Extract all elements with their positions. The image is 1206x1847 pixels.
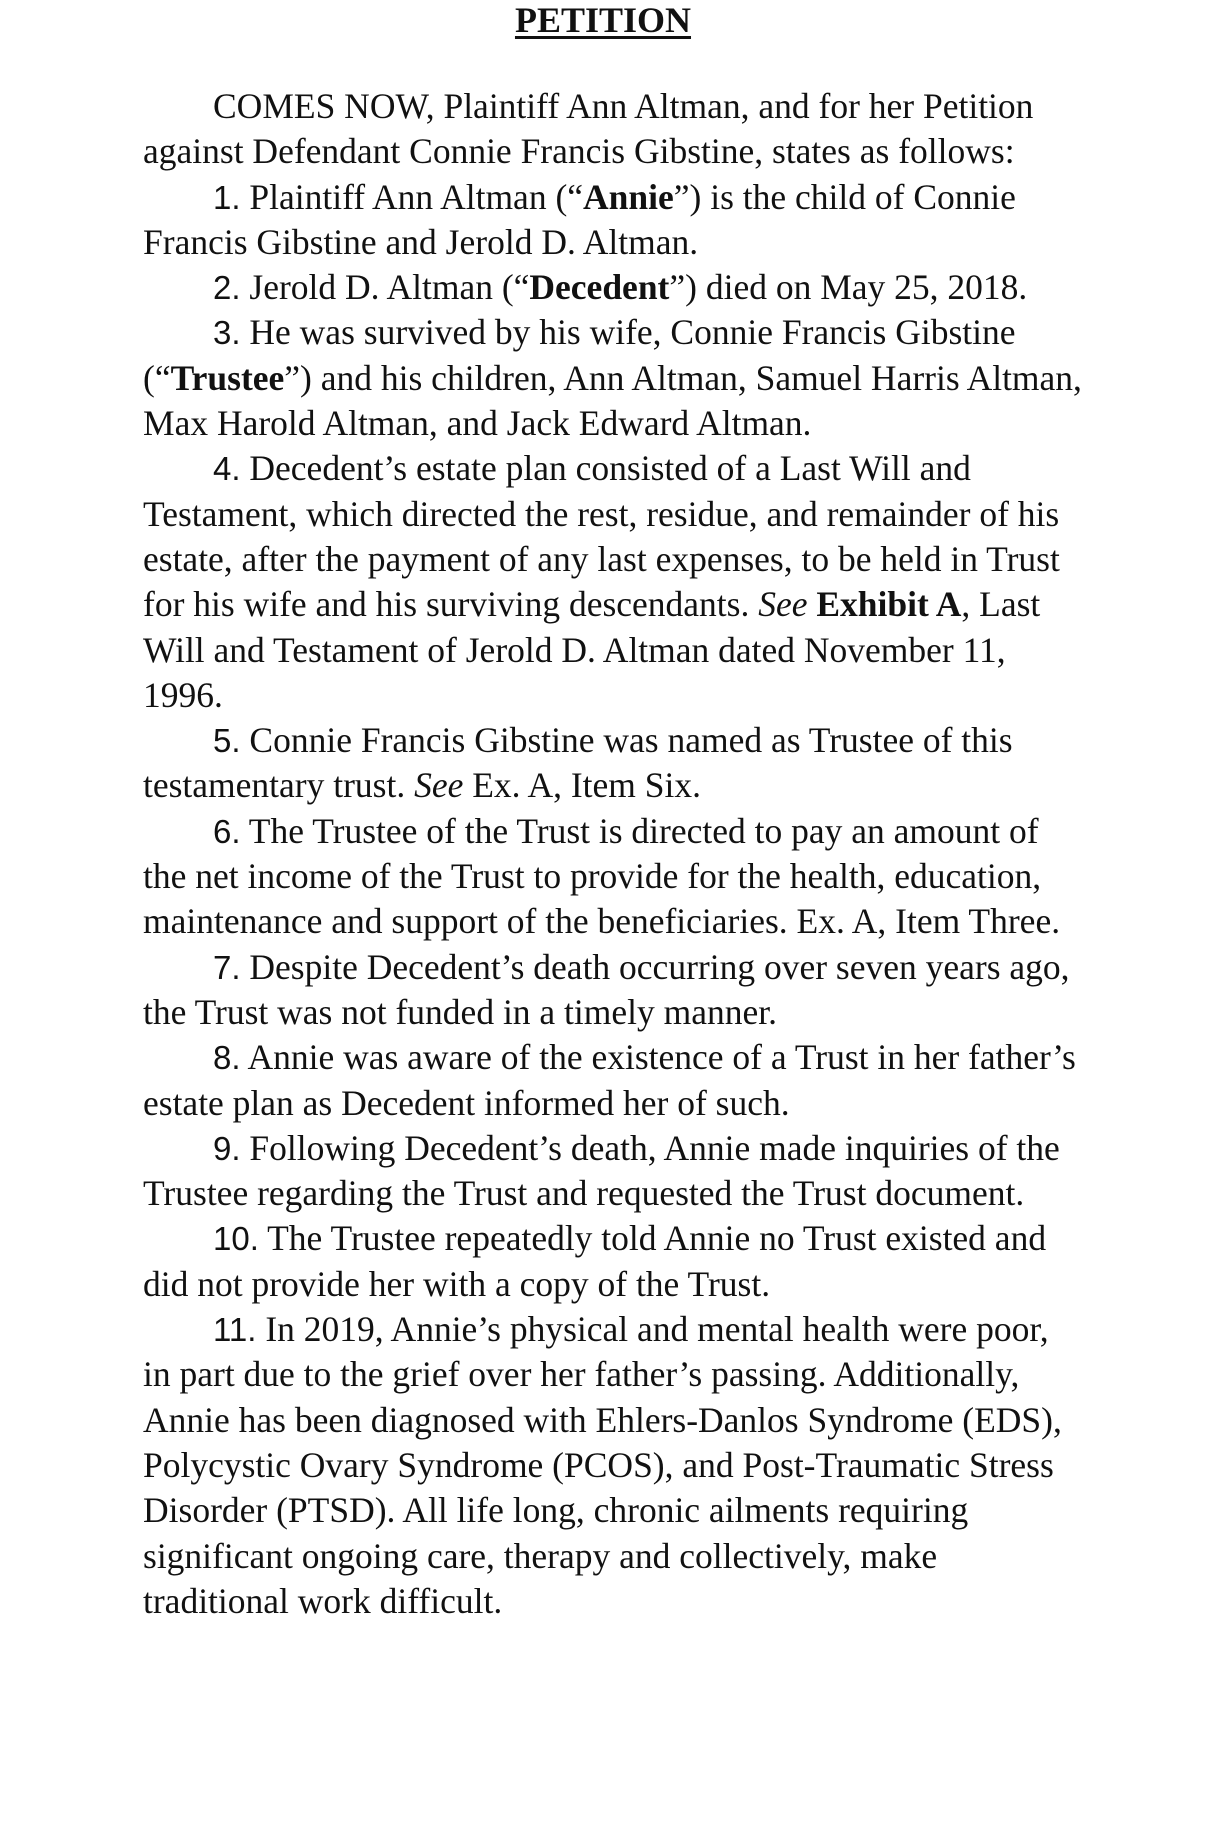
citation-signal: See bbox=[414, 765, 464, 806]
defined-term: Exhibit A bbox=[816, 584, 962, 625]
paragraph-number: 1. bbox=[213, 178, 241, 216]
paragraph-number: 6. bbox=[213, 812, 241, 850]
intro-paragraph: COMES NOW, Plaintiff Ann Altman, and for her Petition against Defendant Connie Francis Gibstine, states as follows: bbox=[143, 86, 1034, 172]
paragraph-text: The Trustee of the Trust is directed to pay an amount of the net income of the Trust to provide for the health, education, maintenance and support of the beneficiaries. Ex. A, Item Three. bbox=[143, 810, 1061, 942]
numbered-paragraph bbox=[143, 1035, 1083, 1126]
numbered-paragraph bbox=[143, 1126, 1083, 1217]
paragraph-text: The Trustee repeatedly told Annie no Trust existed and did not provide her with a copy of the Trust. bbox=[143, 1218, 1047, 1304]
numbered-paragraph bbox=[143, 446, 1083, 718]
paragraph-number: 8. bbox=[213, 1039, 241, 1077]
paragraph-number: 7. bbox=[213, 948, 241, 986]
document-body bbox=[143, 84, 1083, 1624]
defined-term: Trustee bbox=[170, 357, 285, 398]
paragraph-text: Following Decedent’s death, Annie made inquiries of the Trustee regarding the Trust and requested the Trust document. bbox=[143, 1127, 1060, 1214]
paragraph-text: Jerold D. Altman (“ bbox=[249, 267, 530, 308]
paragraph-number: 3. bbox=[213, 314, 241, 352]
numbered-paragraph bbox=[143, 1216, 1083, 1307]
paragraph-text: ”) and his children, Ann Altman, Samuel Harris Altman, Max Harold Altman, and Jack Edward Altman. bbox=[143, 357, 1082, 444]
paragraph-number: 11. bbox=[213, 1311, 257, 1349]
defined-term: Decedent bbox=[529, 267, 670, 308]
paragraph-text: In 2019, Annie’s physical and mental health were poor, in part due to the grief over her father’s passing. Additionally, Annie has been diagnosed with Ehlers-Danlos Syndrome (EDS), Polycystic Ovary Syndrome (PCOS), and Post-Traumatic Stress Disorder (PTSD). All life long, chronic ailments requiring significant ongoing care, therapy and collectively, make traditional work difficult. bbox=[143, 1309, 1062, 1621]
paragraph-number: 9. bbox=[213, 1129, 241, 1167]
paragraph-text: ”) died on May 25, 2018. bbox=[669, 267, 1028, 308]
paragraph-number: 10. bbox=[213, 1220, 259, 1258]
paragraph-text: Annie was aware of the existence of a Trust in her father’s estate plan as Decedent informed her of such. bbox=[143, 1037, 1076, 1123]
numbered-paragraph bbox=[143, 945, 1083, 1036]
numbered-paragraph bbox=[143, 718, 1083, 809]
paragraph-text: Despite Decedent’s death occurring over seven years ago, the Trust was not funded in a timely manner. bbox=[143, 946, 1070, 1032]
numbered-paragraph bbox=[143, 1307, 1083, 1624]
paragraph-text: ”) is the child of Connie Francis Gibstine and Jerold D. Altman. bbox=[143, 176, 1016, 262]
paragraph-number: 4. bbox=[213, 450, 241, 488]
defined-term: Annie bbox=[583, 176, 674, 217]
numbered-paragraph bbox=[143, 175, 1083, 266]
paragraph-text: He was survived by his wife, Connie Francis Gibstine (“ bbox=[143, 312, 1016, 398]
numbered-paragraphs bbox=[143, 175, 1083, 1625]
citation-signal: See bbox=[758, 584, 808, 625]
paragraph-text: , Last Will and Testament of Jerold D. Altman dated November 11, 1996. bbox=[143, 584, 1041, 715]
paragraph-text: Decedent’s estate plan consisted of a Last Will and Testament, which directed the rest, residue, and remainder of his estate, after the payment of any last expenses, to be held in Trust for his wife and his surviving descendants. bbox=[143, 448, 1060, 625]
paragraph-text: Plaintiff Ann Altman (“ bbox=[249, 176, 584, 217]
numbered-paragraph bbox=[143, 265, 1083, 310]
paragraph-number: 2. bbox=[213, 269, 241, 307]
numbered-paragraph bbox=[143, 310, 1083, 446]
document-title: PETITION bbox=[514, 0, 692, 40]
numbered-paragraph bbox=[143, 809, 1083, 945]
paragraph-number: 5. bbox=[213, 722, 241, 760]
paragraph-text: Ex. A, Item Six. bbox=[463, 765, 702, 806]
paragraph-text: Connie Francis Gibstine was named as Trustee of this testamentary trust. bbox=[143, 720, 1013, 806]
